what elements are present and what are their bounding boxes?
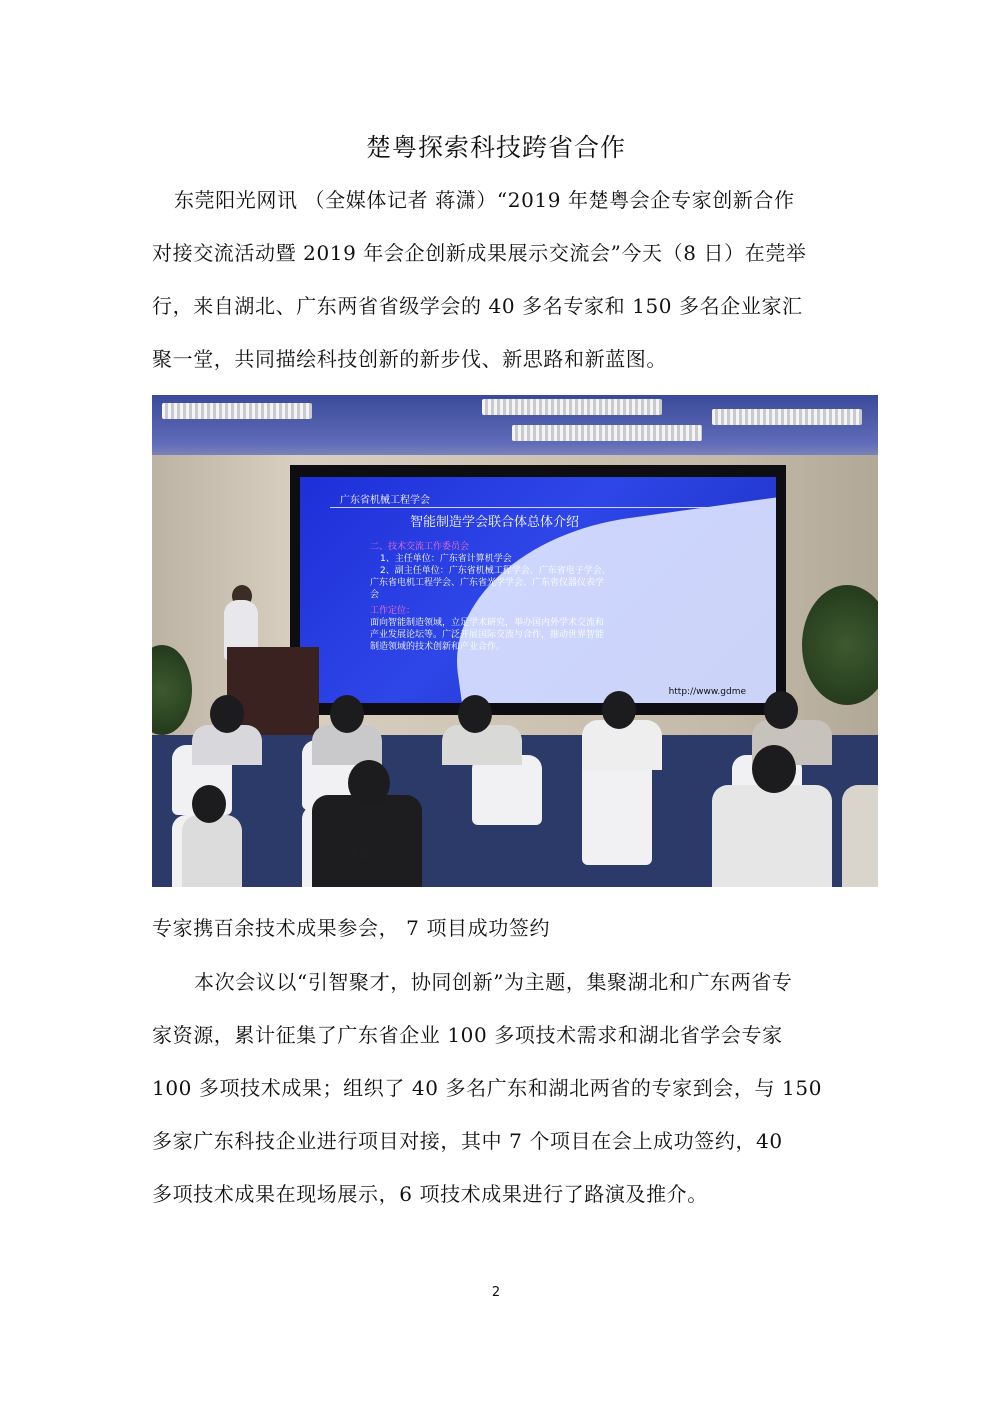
article-title: 楚粤探索科技跨省合作 xyxy=(365,133,626,162)
intro-line: 行，来自湖北、广东两省省级学会的 40 多名专家和 150 多名企业家汇 xyxy=(152,294,803,318)
projection-screen xyxy=(290,465,786,715)
conference-photo xyxy=(152,395,878,887)
slide-line: 二、技术交流工作委员会 xyxy=(370,542,470,552)
slide-org: 广东省机械工程学会 xyxy=(340,495,430,506)
section-caption: 专家携百余技术成果参会， 7 项目成功签约 xyxy=(152,916,551,940)
body-line: 多家广东科技企业进行项目对接，其中 7 个项目在会上成功签约，40 xyxy=(152,1129,783,1153)
slide-line: 产业发展论坛等。广泛开展国际交流与合作，推动世界智能 xyxy=(370,630,605,640)
page-number: 2 xyxy=(491,1285,501,1300)
intro-line: 聚一堂，共同描绘科技创新的新步伐、新思路和新蓝图。 xyxy=(152,347,667,371)
body-line: 多项技术成果在现场展示，6 项技术成果进行了路演及推介。 xyxy=(152,1182,708,1206)
slide-line: 面向智能制造领域，立足学术研究，举办国内外学术交流和 xyxy=(370,618,605,628)
body-line: 家资源，累计征集了广东省企业 100 多项技术需求和湖北省学会专家 xyxy=(152,1023,783,1047)
table-sign: 学会 xyxy=(347,847,372,861)
presentation-slide xyxy=(300,477,776,703)
body-line: 本次会议以“引智聚才，协同创新”为主题，集聚湖北和广东两省专 xyxy=(194,970,793,994)
slide-line: 制造领域的技术创新和产业合作。 xyxy=(370,642,506,652)
slide-line: 会 xyxy=(370,590,380,600)
slide-title: 智能制造学会联合体总体介绍 xyxy=(410,515,580,530)
slide-line: 1、主任单位：广东省计算机学会 xyxy=(380,554,512,564)
intro-line: 对接交流活动暨 2019 年会企创新成果展示交流会”今天（8 日）在莞举 xyxy=(152,241,807,265)
slide-line: 广东省电机工程学会、广东省光学学会、广东省仪器仪表学 xyxy=(370,578,605,588)
slide-url: http://www.gdme xyxy=(668,687,746,697)
body-line: 100 多项技术成果；组织了 40 多名广东和湖北两省的专家到会，与 150 xyxy=(152,1076,823,1100)
slide-line: 2、副主任单位：广东省机械工程学会、广东省电子学会、 xyxy=(380,566,611,576)
intro-line: 东莞阳光网讯 （全媒体记者 蒋潇）“2019 年楚粤会企专家创新合作 xyxy=(174,188,795,212)
slide-line: 工作定位： xyxy=(370,606,416,616)
